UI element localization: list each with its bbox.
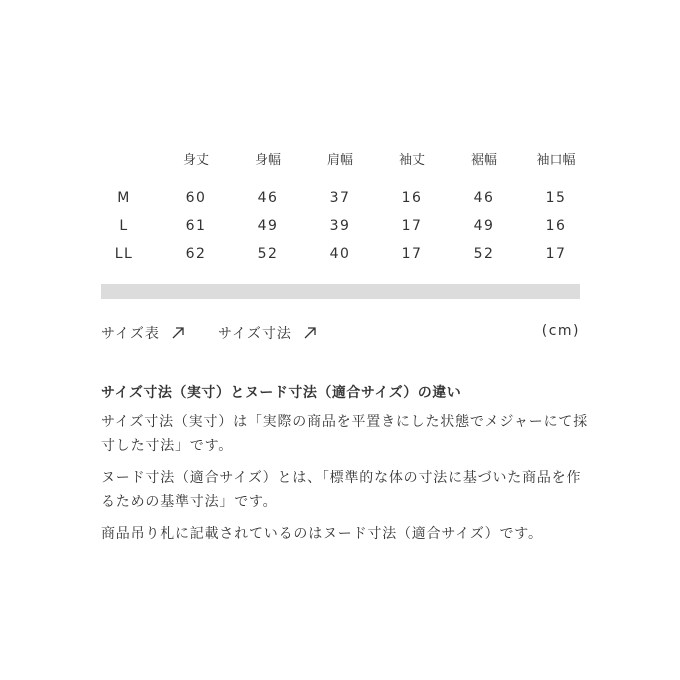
table-cell: 49 <box>473 218 495 234</box>
table-cell: 37 <box>329 190 351 206</box>
table-cell: 17 <box>401 218 423 234</box>
table-cell: 39 <box>329 218 351 234</box>
table-cell: 52 <box>473 246 495 262</box>
notes-heading: サイズ寸法（実寸）とヌード寸法（適合サイズ）の違い <box>101 385 462 401</box>
table-cell: 15 <box>545 190 567 206</box>
tab-indicator-bar <box>101 284 580 299</box>
table-row <box>88 240 592 268</box>
row-size-label: L <box>119 218 129 234</box>
size-notes <box>101 382 591 554</box>
table-cell: 17 <box>401 246 423 262</box>
size-chart-link[interactable] <box>101 323 186 343</box>
header-cuff-width: 袖口幅 <box>536 152 576 168</box>
size-table <box>88 146 592 268</box>
size-dimensions-link[interactable] <box>218 323 318 343</box>
unit-label: (cm) <box>541 323 580 339</box>
table-cell: 46 <box>257 190 279 206</box>
row-size-label: M <box>117 190 131 206</box>
table-cell: 16 <box>401 190 423 206</box>
notes-paragraph-nude-size: ヌード寸法（適合サイズ）とは、「標準的な体の寸法に基づいた商品を作るための基準寸法」です。 <box>101 470 582 510</box>
table-cell: 52 <box>257 246 279 262</box>
table-cell: 61 <box>185 218 207 234</box>
table-cell: 40 <box>329 246 351 262</box>
arrow-up-right-icon <box>170 325 186 341</box>
table-cell: 49 <box>257 218 279 234</box>
size-chart-link-label: サイズ表 <box>101 326 160 342</box>
table-header-row <box>88 146 592 170</box>
table-cell: 62 <box>185 246 207 262</box>
table-row <box>88 184 592 212</box>
table-cell: 60 <box>185 190 207 206</box>
table-spacer <box>88 170 592 184</box>
table-cell: 46 <box>473 190 495 206</box>
header-body-length: 身丈 <box>182 152 209 168</box>
header-shoulder-width: 肩幅 <box>326 152 353 168</box>
table-row <box>88 212 592 240</box>
header-sleeve-length: 袖丈 <box>398 152 425 168</box>
size-dimensions-link-label: サイズ寸法 <box>218 326 292 342</box>
arrow-up-right-icon <box>302 325 318 341</box>
table-cell: 16 <box>545 218 567 234</box>
notes-paragraph-actual-size: サイズ寸法（実寸）は「実際の商品を平置きにした状態でメジャーにて採寸した寸法」です。 <box>101 414 588 454</box>
table-cell: 17 <box>545 246 567 262</box>
size-links-row <box>101 323 580 345</box>
notes-paragraph-tag: 商品吊り札に記載されているのはヌード寸法（適合サイズ）です。 <box>101 526 543 542</box>
header-empty <box>88 146 160 170</box>
header-hem-width: 裾幅 <box>470 152 497 168</box>
row-size-label: LL <box>114 246 134 262</box>
header-body-width: 身幅 <box>254 152 281 168</box>
